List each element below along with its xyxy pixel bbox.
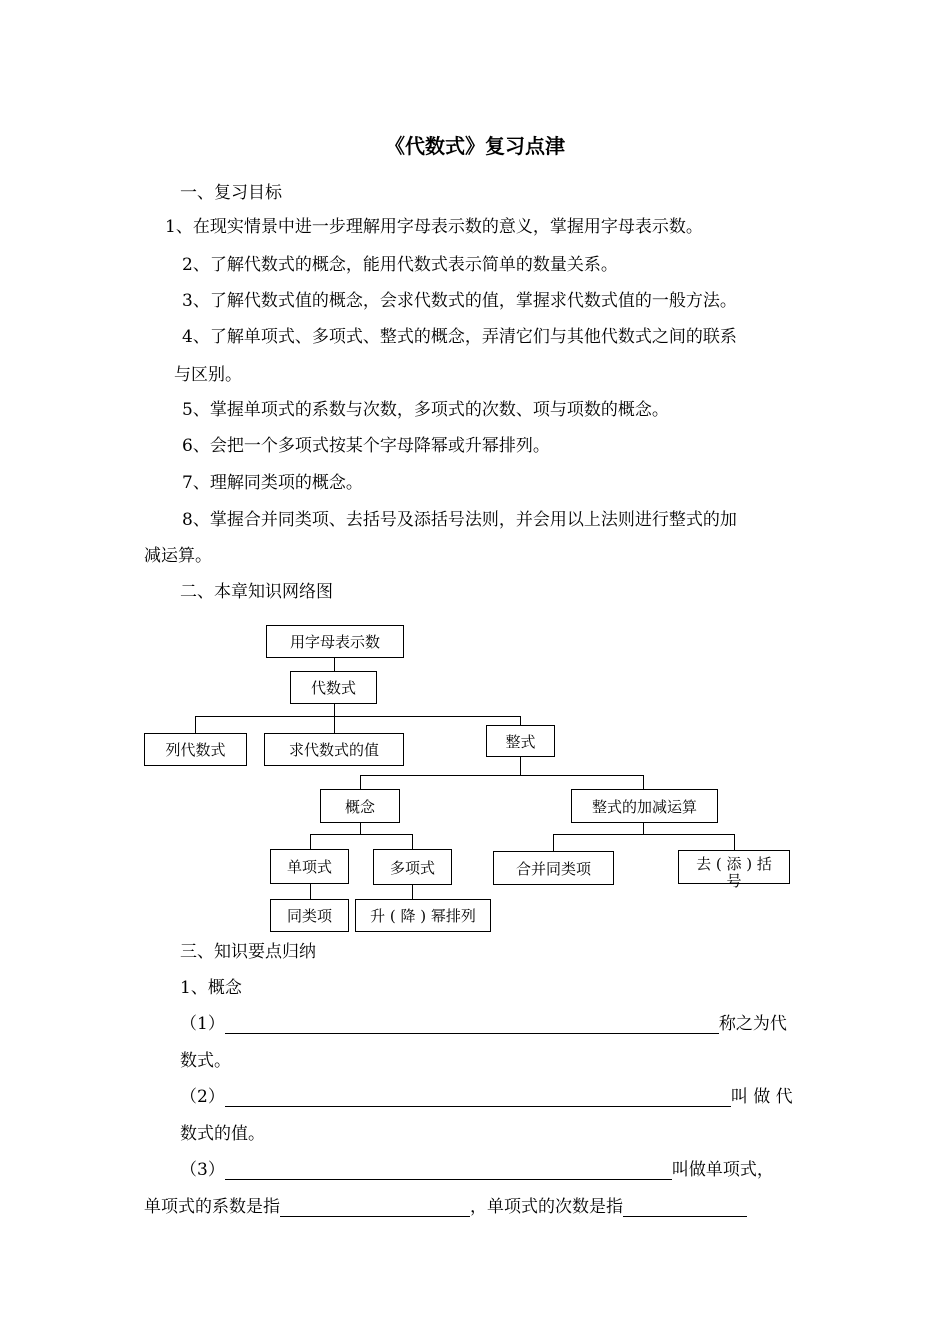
node-list-expression: 列代数式 xyxy=(144,733,247,766)
connector-line xyxy=(734,834,735,851)
connector-line xyxy=(310,834,311,850)
goal-item-5: 5、掌握单项式的系数与次数，多项式的次数、项与项数的概念。 xyxy=(182,400,669,420)
section-heading-key-points: 三、知识要点归纳 xyxy=(180,942,316,962)
connector-line xyxy=(553,834,735,835)
node-add-subtract: 整式的加减运算 xyxy=(571,789,718,823)
question-1-number: （1） xyxy=(180,1014,225,1034)
goal-item-6: 6、会把一个多项式按某个字母降幂或升幂排列。 xyxy=(182,436,550,456)
question-3 xyxy=(180,1160,774,1180)
node-evaluate-expression: 求代数式的值 xyxy=(264,733,404,766)
connector-line xyxy=(360,775,644,776)
connector-line xyxy=(334,657,335,672)
section-heading-network: 二、本章知识网络图 xyxy=(180,582,333,602)
node-monomial: 单项式 xyxy=(270,849,349,884)
blank-line xyxy=(280,1198,470,1217)
goal-item-1: 1、在现实情景中进一步理解用字母表示数的意义，掌握用字母表示数。 xyxy=(165,217,703,237)
blank-line xyxy=(623,1198,747,1217)
page-title: 《代数式》复习点津 xyxy=(385,134,565,158)
goal-item-8-cont: 减运算。 xyxy=(144,546,212,566)
node-letters-represent-numbers: 用字母表示数 xyxy=(266,625,404,658)
goal-item-7: 7、理解同类项的概念。 xyxy=(182,473,363,493)
node-integral-expression: 整式 xyxy=(486,725,555,757)
connector-line xyxy=(360,775,361,790)
question-1-suffix: 称之为代 xyxy=(718,1014,787,1034)
monomial-coefficient-label: 单项式的系数是指 xyxy=(144,1197,280,1217)
connector-line xyxy=(643,775,644,790)
question-2 xyxy=(180,1087,793,1107)
connector-line xyxy=(334,716,335,734)
question-2-number: （2） xyxy=(180,1087,225,1107)
section-heading-goals: 一、复习目标 xyxy=(180,183,282,203)
node-ascending-descending-order: 升 ( 降 ) 幂排列 xyxy=(355,899,491,932)
connector-line xyxy=(553,834,554,852)
connector-line xyxy=(520,756,521,776)
question-1-cont: 数式。 xyxy=(180,1051,231,1071)
goal-item-4-cont: 与区别。 xyxy=(174,365,242,385)
goal-item-8: 8、掌握合并同类项、去括号及添括号法则，并会用以上法则进行整式的加 xyxy=(182,510,737,530)
node-polynomial: 多项式 xyxy=(373,849,452,885)
connector-line xyxy=(412,834,413,850)
blank-line xyxy=(225,1015,719,1034)
question-3-number: （3） xyxy=(180,1160,225,1180)
connector-line xyxy=(412,884,413,900)
connector-line xyxy=(310,834,413,835)
question-2-cont: 数式的值。 xyxy=(180,1124,265,1144)
monomial-degree-label: ，单项式的次数是指 xyxy=(470,1197,623,1217)
node-concept: 概念 xyxy=(320,789,400,823)
question-3-cont xyxy=(144,1197,747,1217)
node-like-terms: 同类项 xyxy=(270,899,349,932)
goal-item-3: 3、了解代数式值的概念，会求代数式的值，掌握求代数式值的一般方法。 xyxy=(182,291,737,311)
question-1 xyxy=(180,1014,787,1034)
blank-line xyxy=(225,1088,731,1107)
subheading-concepts: 1、概念 xyxy=(180,978,242,998)
question-2-suffix: 叫 做 代 xyxy=(730,1087,793,1107)
connector-line xyxy=(195,716,196,734)
goal-item-4: 4、了解单项式、多项式、整式的概念，弄清它们与其他代数式之间的联系 xyxy=(182,327,737,347)
node-algebraic-expression: 代数式 xyxy=(290,671,377,704)
node-remove-add-brackets: 去 ( 添 ) 括号 xyxy=(678,850,790,884)
goal-item-2: 2、了解代数式的概念，能用代数式表示简单的数量关系。 xyxy=(182,255,618,275)
blank-line xyxy=(225,1161,672,1180)
node-combine-like-terms: 合并同类项 xyxy=(493,851,614,885)
connector-line xyxy=(195,716,521,717)
connector-line xyxy=(310,883,311,900)
question-3-suffix: 叫做单项式， xyxy=(671,1160,774,1180)
connector-line xyxy=(334,703,335,717)
